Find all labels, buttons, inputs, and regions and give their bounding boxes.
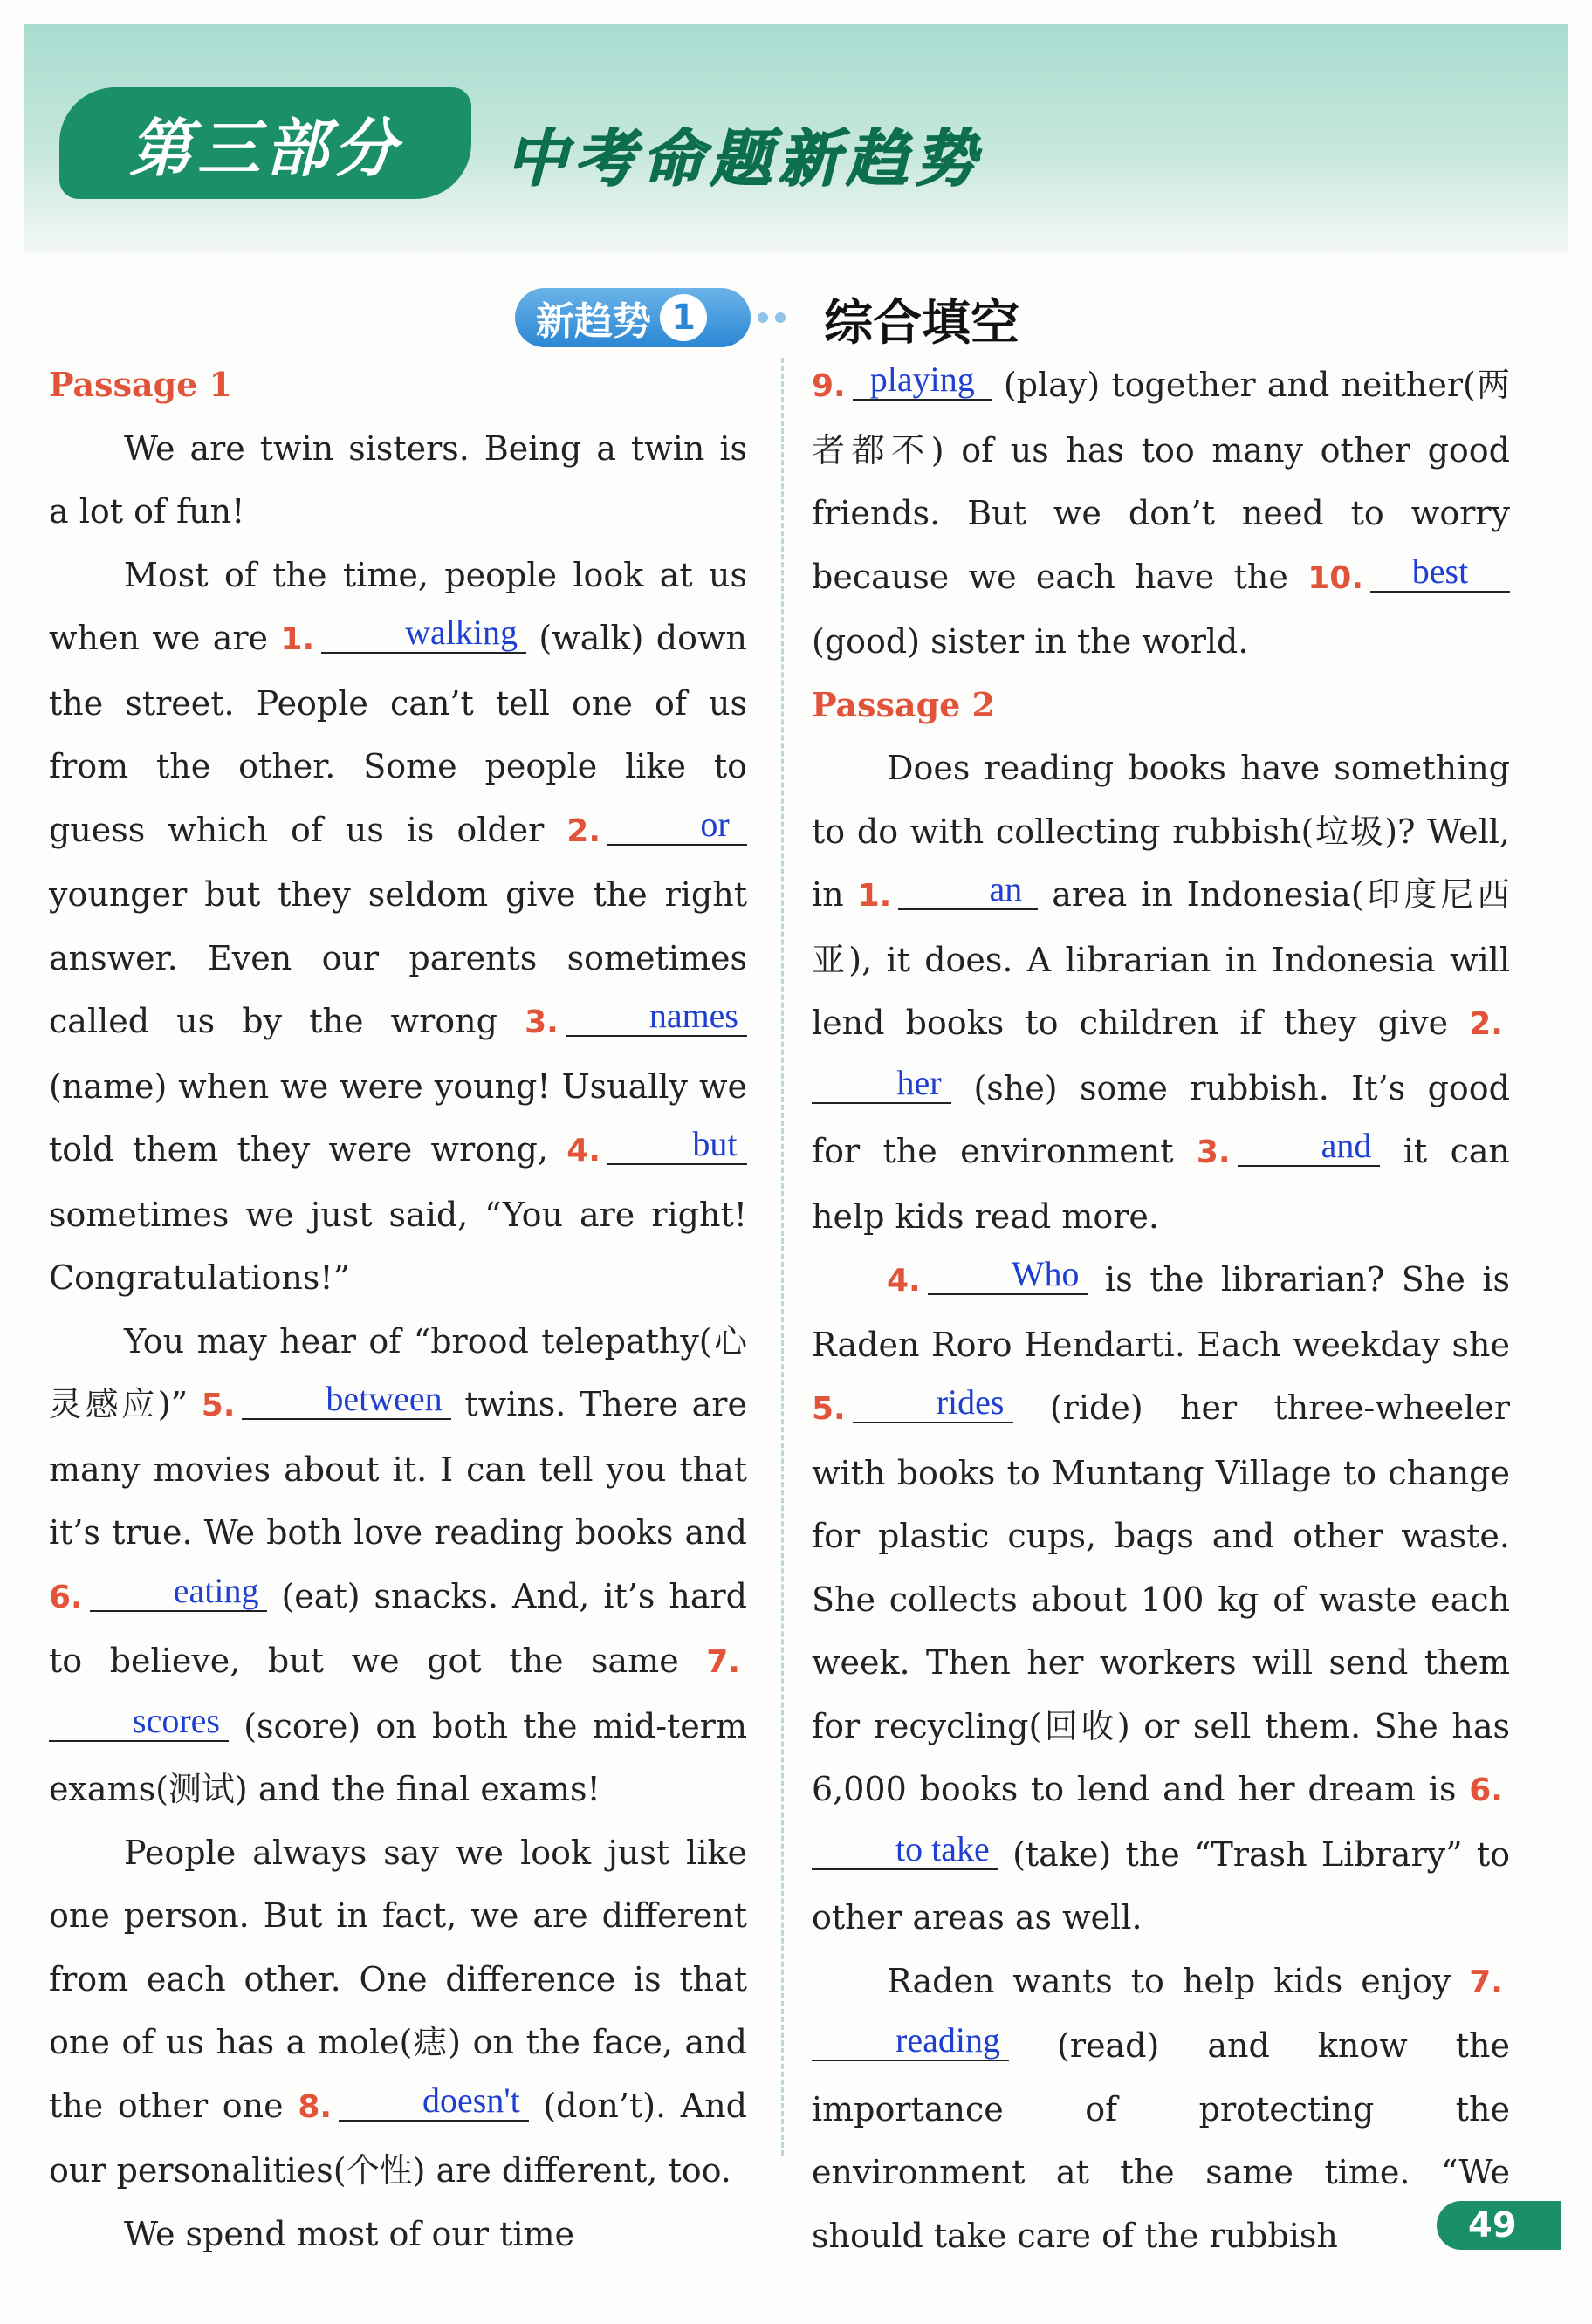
paragraph: Raden wants to help kids enjoy 7.reading (read) and know the importance of protecting the environment at the same time. “We should take care of the rubbish bbox=[812, 1961, 1510, 2255]
answer-blank[interactable]: doesn't bbox=[339, 2081, 529, 2122]
passage1-title: Passage 1 bbox=[49, 365, 233, 404]
paragraph-continued: 9. playing (play) together and neither(两者都不) of us has too many other good friends. But we don’t need to worry because we each have the 10. best (good) sister in the world. bbox=[812, 360, 1510, 661]
answer-blank[interactable]: reading bbox=[812, 2021, 1009, 2061]
blank-number: 4. bbox=[566, 1133, 600, 1169]
trend-badge bbox=[515, 288, 751, 347]
blank-number: 2. bbox=[566, 812, 600, 849]
part-label: 第三部分 bbox=[128, 112, 401, 185]
blank-number: 6. bbox=[1469, 1772, 1503, 1808]
section-title: 综合填空 bbox=[824, 294, 1019, 352]
answer-blank[interactable]: names bbox=[566, 997, 747, 1037]
blank-number: 6. bbox=[49, 1579, 83, 1615]
decorative-dots bbox=[758, 310, 793, 326]
paragraph: 4. Who is the librarian? She is Raden Roro Hendarti. Each weekday she 5. rides (ride) her three-wheeler with books to Muntang Village to change for plastic cups, bags and other waste. She collects about 100 kg of waste each week. Then her workers will send them for recycling(回收) or sell them. She has 6,000 books to lend and her dream is 6.to take (take) the “Trash Library” to other areas as well. bbox=[812, 1254, 1510, 1937]
answer-blank[interactable]: an bbox=[898, 870, 1038, 910]
answer-blank[interactable]: to take bbox=[812, 1830, 998, 1870]
answer-blank[interactable]: eating bbox=[90, 1572, 268, 1612]
answer-blank[interactable]: Who bbox=[928, 1255, 1088, 1295]
blank-number: 4. bbox=[887, 1263, 921, 1299]
blank-number: 1. bbox=[280, 621, 315, 657]
blank-number: 3. bbox=[1196, 1135, 1231, 1170]
paragraph: We spend most of our time bbox=[124, 2214, 575, 2253]
blank-number: 5. bbox=[812, 1391, 846, 1427]
paragraph: Most of the time, people look at us when we are 1. walking (walk) down the street. People can’t tell one of us from the other. Some people like to guess which of us is older 2. or younger but they seldom give the right answer. Even our parents sometimes called us by the wrong 3. names (name) when we were young! Usually we told them they were wrong, 4. but sometimes we just said, “You are right! Congratulations!” bbox=[49, 555, 747, 1297]
answer-blank[interactable]: best bbox=[1370, 552, 1510, 593]
trend-badge-number: 1 bbox=[660, 294, 707, 341]
blank-number: 9. bbox=[812, 368, 846, 404]
blank-number: 7. bbox=[706, 1644, 740, 1680]
answer-blank[interactable]: and bbox=[1238, 1127, 1381, 1167]
blank-number: 3. bbox=[525, 1004, 559, 1040]
answer-blank[interactable]: or bbox=[607, 806, 747, 846]
trend-badge-label: 新趋势 bbox=[536, 299, 651, 344]
right-column bbox=[812, 353, 1510, 2267]
part-title: 中考命题新趋势 bbox=[506, 123, 983, 195]
left-column bbox=[49, 353, 747, 2266]
answer-blank[interactable]: between bbox=[242, 1380, 450, 1420]
answer-blank[interactable]: her bbox=[812, 1064, 951, 1104]
blank-number: 8. bbox=[298, 2088, 333, 2125]
part-badge bbox=[59, 87, 471, 199]
blank-number: 2. bbox=[1469, 1006, 1503, 1042]
answer-blank[interactable]: walking bbox=[321, 614, 526, 654]
blank-number: 10. bbox=[1307, 559, 1363, 596]
answer-blank[interactable]: playing bbox=[853, 360, 992, 401]
paragraph: We are twin sisters. Being a twin is a lot of fun! bbox=[49, 428, 747, 531]
answer-blank[interactable]: but bbox=[607, 1125, 747, 1165]
paragraph: People always say we look just like one person. But in fact, we are different from each other. One difference is that one of us has a mole(痣) on the face, and the other one 8. doesn't (don’t). And our personalities(个性) are different, too. bbox=[49, 1833, 747, 2190]
blank-number: 1. bbox=[857, 878, 892, 914]
answer-blank[interactable]: rides bbox=[853, 1383, 1013, 1423]
paragraph: You may hear of “brood telepathy(心灵感应)” 5. between twins. There are many movies about it. I can tell you that it’s true. We both love reading books and 6. eating (eat) snacks. And, it’s hard to believe, but we got the same 7.scores (score) on both the mid-term exams(测试) and the final exams! bbox=[49, 1321, 747, 1808]
blank-number: 7. bbox=[1469, 1964, 1503, 2000]
passage2-title: Passage 2 bbox=[812, 684, 996, 724]
answer-blank[interactable]: scores bbox=[49, 1702, 229, 1742]
column-divider bbox=[781, 358, 784, 2156]
page-number: 49 bbox=[1437, 2201, 1561, 2250]
blank-number: 5. bbox=[201, 1388, 236, 1423]
paragraph: Does reading books have something to do with collecting rubbish(垃圾)? Well, in 1. an area in Indonesia(印度尼西亚), it does. A librarian in Indonesia will lend books to children if they give 2.her (she) some rubbish. It’s good for the environment 3. and it can help kids read more. bbox=[812, 749, 1510, 1236]
